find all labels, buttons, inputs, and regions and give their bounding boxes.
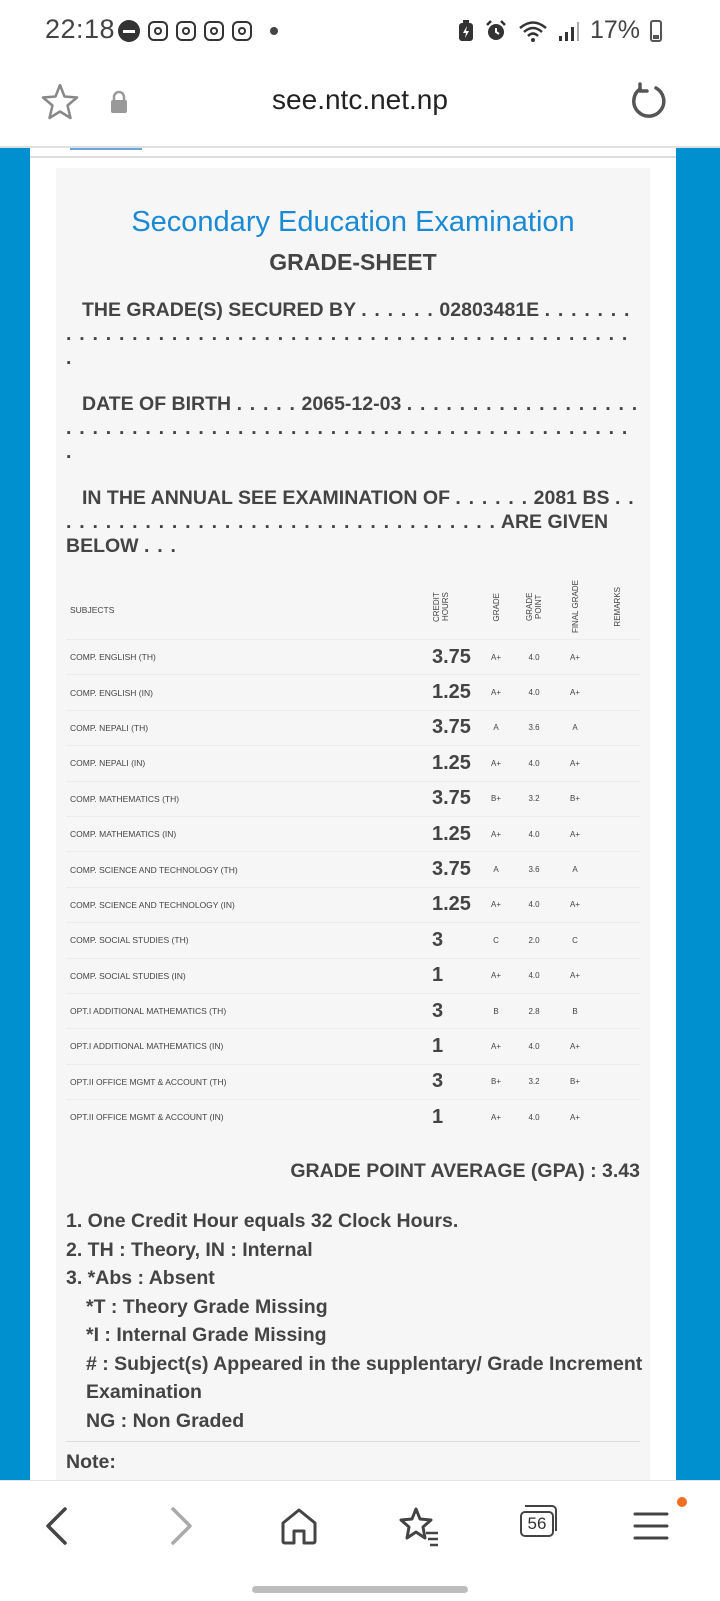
note-item: *T : Theory Grade Missing (86, 1295, 328, 1318)
grade-point-cell: 4.0 (512, 816, 556, 851)
final-grade-cell: A (556, 710, 594, 745)
grade-cell: A+ (480, 887, 512, 922)
remarks-cell (594, 1064, 640, 1099)
final-grade-cell: A+ (556, 887, 594, 922)
credit-hours-cell: 1.25 (432, 887, 480, 922)
remarks-cell (594, 675, 640, 710)
credit-hours-cell: 1 (432, 1029, 480, 1064)
final-grade-cell: B+ (556, 781, 594, 816)
notification-dot (677, 1497, 687, 1507)
table-row (66, 923, 640, 958)
table-row (66, 958, 640, 993)
grade-cell: B+ (480, 781, 512, 816)
table-row (66, 1029, 640, 1064)
note-heading: Note: (66, 1451, 116, 1474)
link-underline (70, 148, 142, 150)
grade-cell: A+ (480, 746, 512, 781)
grade-point-cell: 2.8 (512, 993, 556, 1028)
header-subjects: SUBJECTS (70, 604, 115, 615)
header-grade: GRADE (491, 592, 501, 622)
final-grade-cell: A+ (556, 958, 594, 993)
final-grade-cell: B+ (556, 1064, 594, 1099)
subject-cell: COMP. SOCIAL STUDIES (IN) (66, 958, 432, 993)
web-page[interactable] (0, 148, 720, 1480)
subject-cell: COMP. SCIENCE AND TECHNOLOGY (IN) (66, 887, 432, 922)
system-icons (458, 16, 662, 45)
header-remarks: REMARKS (612, 587, 622, 627)
subject-cell: COMP. NEPALI (IN) (66, 746, 432, 781)
final-grade-cell: C (556, 923, 594, 958)
credit-hours-cell: 3.75 (432, 781, 480, 816)
table-row (66, 852, 640, 887)
back-icon[interactable] (36, 1503, 82, 1549)
subject-cell: COMP. ENGLISH (IN) (66, 675, 432, 710)
sheet-title: GRADE-SHEET (269, 249, 437, 275)
instagram-icon (148, 21, 168, 41)
credit-hours-cell: 3.75 (432, 710, 480, 745)
subject-cell: OPT.I ADDITIONAL MATHEMATICS (IN) (66, 1029, 432, 1064)
grade-point-cell: 3.6 (512, 852, 556, 887)
tabs-button[interactable]: 56 (520, 1511, 554, 1537)
grade-cell: A+ (480, 958, 512, 993)
grade-cell: A (480, 852, 512, 887)
grade-cell: A+ (480, 1029, 512, 1064)
battery-percent: 17% (589, 16, 640, 44)
status-time: 22:18 (45, 14, 116, 44)
table-row (66, 675, 640, 710)
battery-icon (650, 20, 662, 42)
table-row (66, 816, 640, 851)
note-divider (66, 1441, 640, 1442)
instagram-icon (232, 21, 252, 41)
subject-cell: COMP. SOCIAL STUDIES (TH) (66, 923, 432, 958)
grade-cell: A+ (480, 816, 512, 851)
grade-sheet (56, 168, 650, 1480)
symbol-number: 02803481E (439, 299, 540, 321)
dob-label: DATE OF BIRTH (82, 393, 232, 415)
header-grade-point: GRADE POINT (525, 592, 543, 622)
remarks-cell (594, 1100, 640, 1135)
final-grade-cell: A+ (556, 640, 594, 675)
grade-point-cell: 4.0 (512, 746, 556, 781)
grade-cell: C (480, 923, 512, 958)
home-indicator[interactable] (252, 1586, 468, 1593)
grade-point-cell: 4.0 (512, 887, 556, 922)
final-grade-cell: B (556, 993, 594, 1028)
remarks-cell (594, 816, 640, 851)
note-item: # : Subject(s) Appeared in the supplentary/ Grade Increment Examination (86, 1352, 643, 1404)
remarks-cell (594, 1029, 640, 1064)
grade-point-cell: 4.0 (512, 675, 556, 710)
grade-point-cell: 4.0 (512, 1100, 556, 1135)
subject-cell: COMP. MATHEMATICS (TH) (66, 781, 432, 816)
grade-point-cell: 4.0 (512, 958, 556, 993)
alarm-icon (484, 19, 508, 43)
remarks-cell (594, 887, 640, 922)
browser-toolbar (0, 62, 720, 148)
credit-hours-cell: 1 (432, 958, 480, 993)
exam-title: Secondary Education Examination (131, 206, 575, 238)
grades-body (66, 640, 640, 1135)
table-row (66, 1064, 640, 1099)
credit-hours-cell: 3 (432, 993, 480, 1028)
grade-point-cell: 3.2 (512, 781, 556, 816)
gpa-value: 3.43 (602, 1160, 640, 1183)
bookmarks-icon[interactable] (396, 1503, 442, 1549)
header-final-grade: FINAL GRADE (570, 580, 580, 634)
annual-label: IN THE ANNUAL SEE EXAMINATION OF (82, 487, 450, 509)
notes-list (66, 1207, 650, 1435)
final-grade-cell: A+ (556, 816, 594, 851)
grade-point-cell: 4.0 (512, 640, 556, 675)
given-below: ARE GIVEN BELOW (66, 511, 609, 557)
grades-table (66, 580, 640, 1134)
table-header-row (66, 580, 640, 640)
instagram-icon (176, 21, 196, 41)
table-row (66, 781, 640, 816)
credit-hours-cell: 1.25 (432, 816, 480, 851)
note-item: 2. TH : Theory, IN : Internal (66, 1238, 313, 1261)
subject-cell: COMP. ENGLISH (TH) (66, 640, 432, 675)
subject-cell: OPT.II OFFICE MGMT & ACCOUNT (TH) (66, 1064, 432, 1099)
home-icon[interactable] (276, 1503, 322, 1549)
credit-hours-cell: 1.25 (432, 675, 480, 710)
page-container (30, 148, 676, 1480)
credit-hours-cell: 1 (432, 1100, 480, 1135)
url-text[interactable]: see.ntc.net.np (272, 84, 448, 115)
dot-icon (270, 27, 278, 35)
browser-bottom-bar (0, 1480, 720, 1601)
battery-saver-icon (458, 20, 474, 42)
final-grade-cell: A+ (556, 1029, 594, 1064)
gpa-line (56, 1160, 640, 1183)
annual-exam-line: IN THE ANNUAL SEE EXAMINATION OF . . . . . . 2081 BS . . . . . . . . . . . . . . . . . . . . . . . . . . . . . . . . . . . ARE GIVEN BELOW . . . (66, 487, 635, 557)
secured-by-line: THE GRADE(S) SECURED BY . . . . . . 02803481E . . . . . . . . . . . . . . . . . . . . . . . . . . . . . . . . . . . . . . . . . . . . . . . . . . . (66, 299, 631, 369)
table-row (66, 640, 640, 675)
dob-line: DATE OF BIRTH . . . . . 2065-12-03 . . . . . . . . . . . . . . . . . . . . . . . . . . . . . . . . . . . . . . . . . . . . . . . . . . . . . . . . . . . . . . (66, 393, 639, 463)
subject-cell: COMP. SCIENCE AND TECHNOLOGY (TH) (66, 852, 432, 887)
final-grade-cell: A+ (556, 1100, 594, 1135)
subject-cell: COMP. MATHEMATICS (IN) (66, 816, 432, 851)
table-row (66, 746, 640, 781)
table-row (66, 993, 640, 1028)
table-row (66, 710, 640, 745)
note-item: 1. One Credit Hour equals 32 Clock Hours. (66, 1210, 459, 1233)
wifi-icon (518, 19, 548, 43)
credit-hours-cell: 3 (432, 1064, 480, 1099)
header-credit-hours: CREDIT HOURS (432, 592, 450, 622)
forward-icon[interactable] (156, 1503, 202, 1549)
grade-cell: B+ (480, 1064, 512, 1099)
note-item: NG : Non Graded (86, 1409, 245, 1432)
table-row (66, 1100, 640, 1135)
grade-cell: A+ (480, 1100, 512, 1135)
subject-cell: OPT.II OFFICE MGMT & ACCOUNT (IN) (66, 1100, 432, 1135)
grade-cell: A+ (480, 675, 512, 710)
dob-value: 2065-12-03 (301, 393, 402, 415)
gpa-label: GRADE POINT AVERAGE (GPA) : (290, 1160, 597, 1183)
credit-hours-cell: 1.25 (432, 746, 480, 781)
secured-by-label: THE GRADE(S) SECURED BY (82, 299, 356, 321)
remarks-cell (594, 640, 640, 675)
credit-hours-cell: 3.75 (432, 852, 480, 887)
grade-cell: A+ (480, 640, 512, 675)
remarks-cell (594, 958, 640, 993)
credit-hours-cell: 3 (432, 923, 480, 958)
grade-point-cell: 2.0 (512, 923, 556, 958)
credit-hours-cell: 3.75 (432, 640, 480, 675)
subject-cell: OPT.I ADDITIONAL MATHEMATICS (TH) (66, 993, 432, 1028)
exam-year: 2081 BS (533, 487, 610, 509)
grade-cell: A (480, 710, 512, 745)
status-bar (0, 0, 720, 62)
remarks-cell (594, 923, 640, 958)
final-grade-cell: A (556, 852, 594, 887)
remarks-cell (594, 781, 640, 816)
grade-point-cell: 3.2 (512, 1064, 556, 1099)
signal-icon (558, 20, 580, 42)
remarks-cell (594, 852, 640, 887)
note-item: *I : Internal Grade Missing (86, 1324, 327, 1347)
final-grade-cell: A+ (556, 675, 594, 710)
instagram-icon (204, 21, 224, 41)
menu-icon[interactable] (628, 1503, 674, 1549)
grade-point-cell: 3.6 (512, 710, 556, 745)
grade-cell: B (480, 993, 512, 1028)
reload-icon[interactable] (628, 82, 668, 122)
note-item: 3. *Abs : Absent (66, 1267, 215, 1290)
table-row (66, 887, 640, 922)
remarks-cell (594, 993, 640, 1028)
dnd-icon (118, 20, 140, 42)
grade-point-cell: 4.0 (512, 1029, 556, 1064)
remarks-cell (594, 710, 640, 745)
subject-cell: COMP. NEPALI (TH) (66, 710, 432, 745)
notification-icons (118, 20, 278, 42)
final-grade-cell: A+ (556, 746, 594, 781)
remarks-cell (594, 746, 640, 781)
